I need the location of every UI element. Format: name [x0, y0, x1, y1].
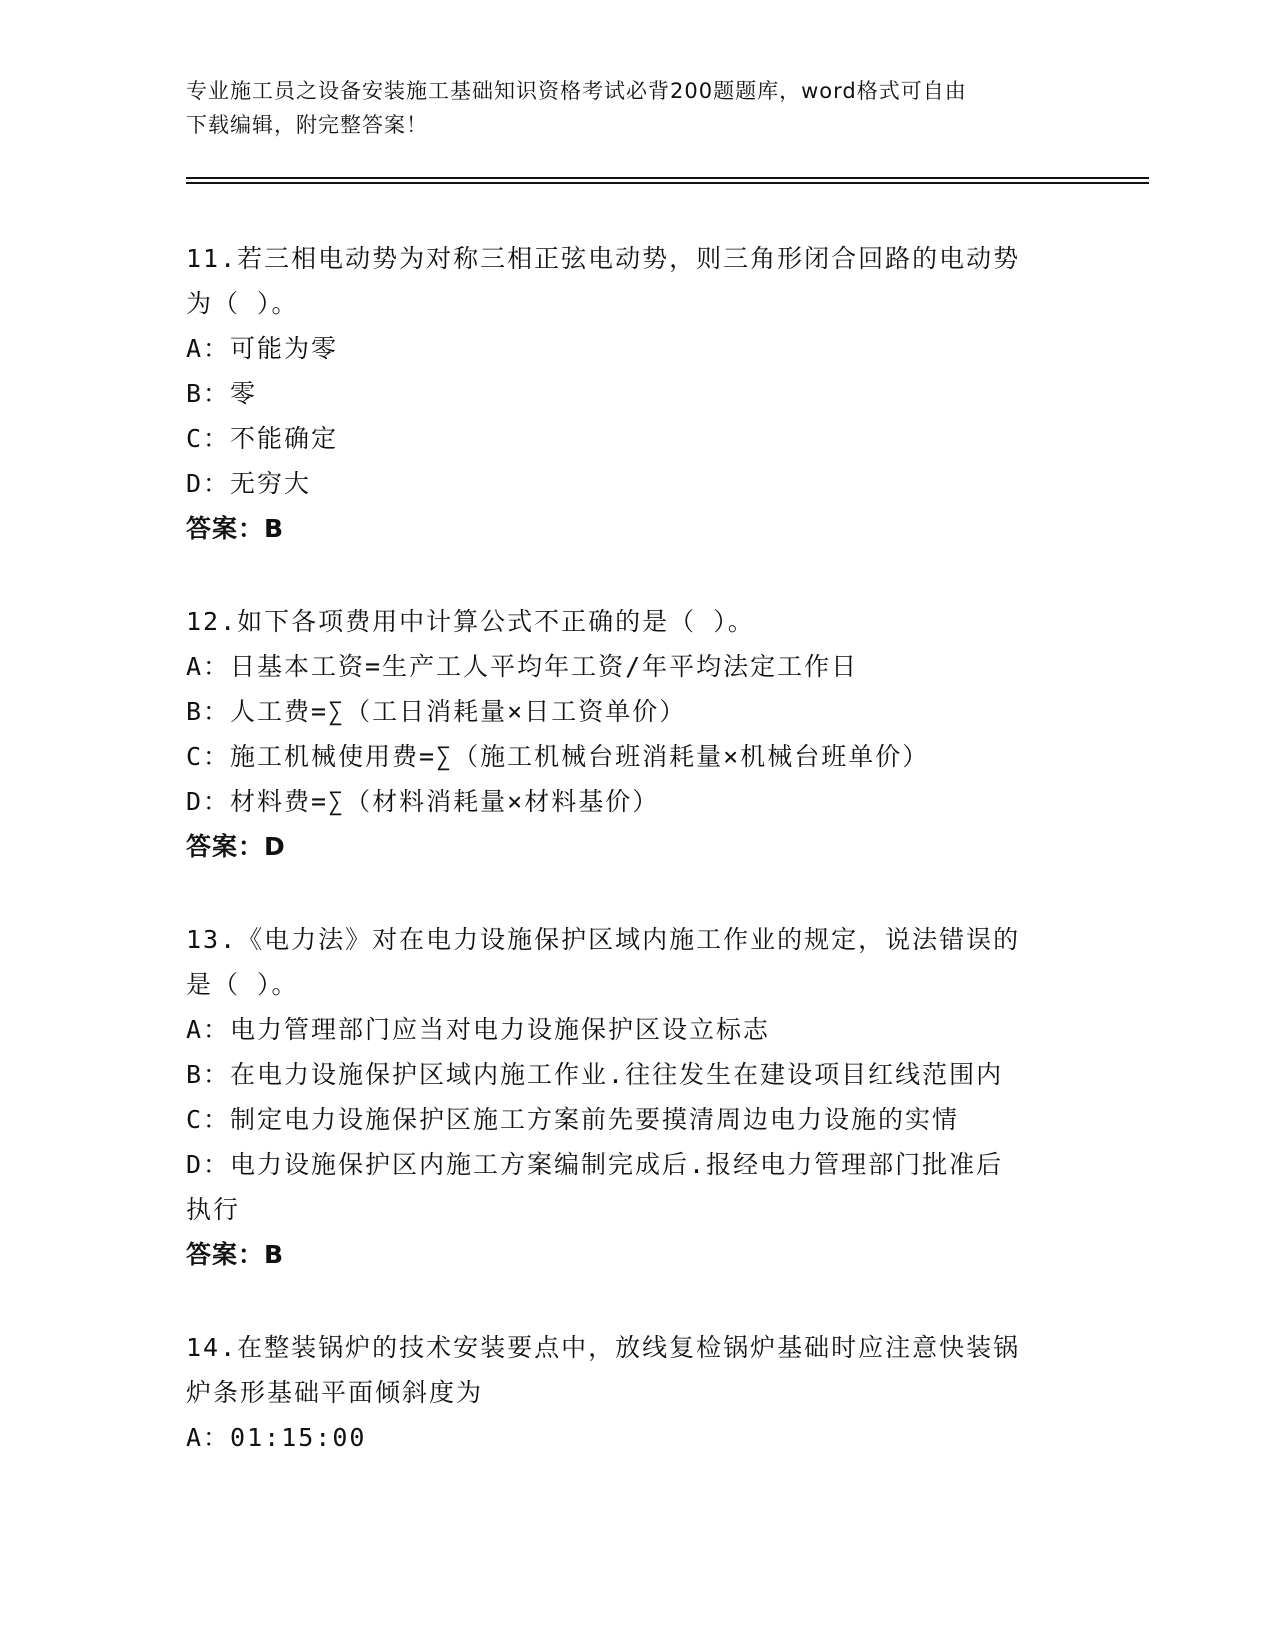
option-b: B：人工费=∑（工日消耗量×日工资单价）: [186, 697, 687, 726]
answer-label: 答案：B: [186, 514, 285, 543]
question-stem-line: 13.《电力法》对在电力设施保护区域内施工作业的规定，说法错误的: [186, 925, 1021, 954]
question-13: [186, 917, 1086, 1277]
option-d: D：电力设施保护区内施工方案编制完成后.报经电力管理部门批准后: [186, 1150, 1004, 1179]
question-14: [186, 1325, 1086, 1460]
question-12: [186, 599, 1086, 869]
question-stem-line: 14.在整装锅炉的技术安装要点中，放线复检锅炉基础时应注意快装锅: [186, 1333, 1021, 1362]
option-a: A：电力管理部门应当对电力设施保护区设立标志: [186, 1015, 771, 1044]
question-stem-line: 为（ ）。: [186, 289, 299, 318]
question-stem-line: 炉条形基础平面倾斜度为: [186, 1378, 484, 1407]
option-c: C：不能确定: [186, 424, 339, 453]
option-c: C：施工机械使用费=∑（施工机械台班消耗量×机械台班单价）: [186, 742, 930, 771]
header-line-1: 专业施工员之设备安装施工基础知识资格考试必背200题题库，word格式可自由: [186, 79, 967, 103]
option-a: A：可能为零: [186, 334, 339, 363]
option-c: C：制定电力设施保护区施工方案前先要摸清周边电力设施的实情: [186, 1105, 960, 1134]
question-stem-line: 11.若三相电动势为对称三相正弦电动势，则三角形闭合回路的电动势: [186, 244, 1021, 273]
answer-label: 答案：B: [186, 1240, 285, 1269]
question-stem-line: 12.如下各项费用中计算公式不正确的是（ ）。: [186, 607, 755, 636]
option-d: D：无穷大: [186, 469, 312, 498]
option-d-continuation: 执行: [186, 1195, 241, 1224]
question-stem-line: 是（ ）。: [186, 970, 299, 999]
option-a: A：日基本工资=生产工人平均年工资/年平均法定工作日: [186, 652, 859, 681]
option-a: A：01:15:00: [186, 1423, 367, 1452]
question-list: [186, 236, 1086, 1508]
document-header: [186, 74, 1086, 142]
header-divider-bottom: [186, 182, 1149, 184]
option-b: B：在电力设施保护区域内施工作业.往往发生在建设项目红线范围内: [186, 1060, 1004, 1089]
header-divider-top: [186, 177, 1149, 179]
option-b: B：零: [186, 379, 258, 408]
option-d: D：材料费=∑（材料消耗量×材料基价）: [186, 787, 660, 816]
answer-label: 答案：D: [186, 832, 286, 861]
header-line-2: 下载编辑，附完整答案！: [186, 113, 428, 137]
question-11: [186, 236, 1086, 551]
